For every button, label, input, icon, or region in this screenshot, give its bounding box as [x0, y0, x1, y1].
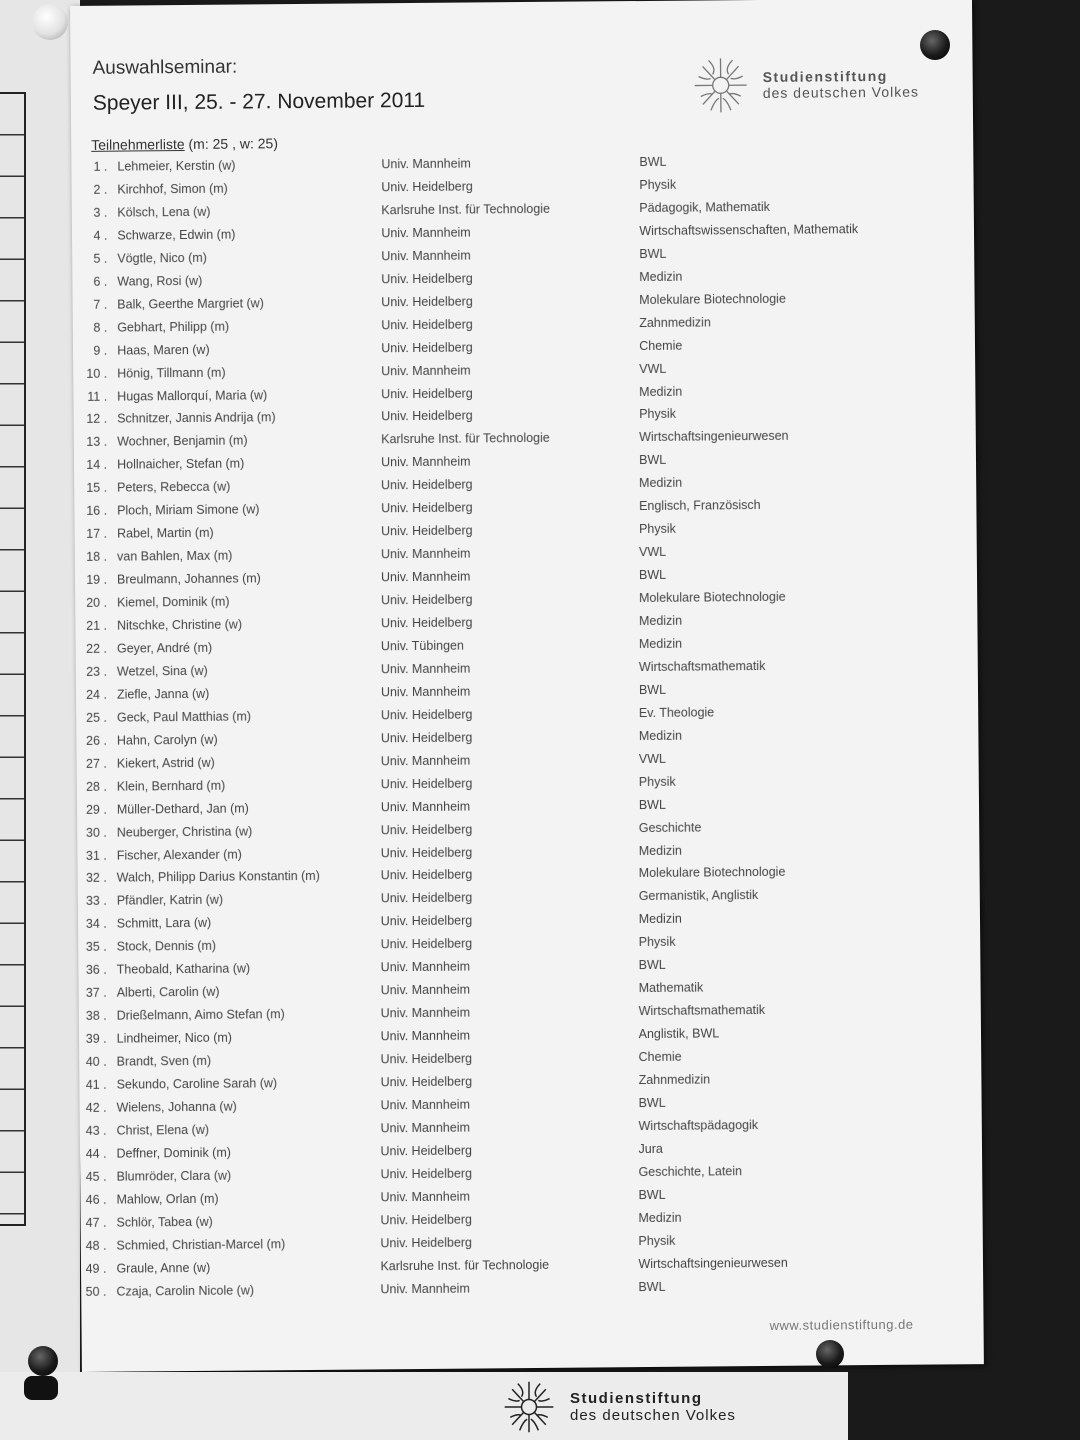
participant-university: Univ. Heidelberg — [380, 1212, 473, 1228]
participant-number: 45 . — [85, 1169, 107, 1184]
participant-list-sheet — [70, 0, 984, 1372]
participant-number: 20 . — [86, 595, 108, 610]
participant-name: Schnitzer, Jannis Andrija (m) — [117, 410, 276, 427]
participant-subject: Physik — [639, 407, 677, 422]
participant-university: Univ. Heidelberg — [381, 500, 473, 516]
participant-subject: Physik — [638, 935, 676, 950]
participant-name: Walch, Philipp Darius Konstantin (m) — [116, 869, 320, 886]
participant-name: Wielens, Johanna (w) — [116, 1099, 237, 1115]
participant-number: 21 . — [86, 618, 108, 633]
participant-name: Hahn, Carolyn (w) — [116, 732, 218, 748]
participant-name: Brandt, Sven (m) — [116, 1053, 212, 1069]
participant-subject: Molekulare Biotechnologie — [638, 865, 786, 881]
participant-university: Univ. Mannheim — [380, 546, 471, 562]
participant-subject: VWL — [638, 751, 667, 766]
participant-number: 38 . — [85, 1008, 107, 1024]
participant-number: 26 . — [85, 733, 107, 748]
participant-university: Univ. Heidelberg — [381, 477, 473, 493]
participant-university: Univ. Heidelberg — [380, 936, 473, 952]
participant-number: 16 . — [86, 503, 108, 519]
participant-number: 35 . — [85, 940, 107, 955]
participant-university: Univ. Heidelberg — [380, 776, 473, 791]
participant-number: 2 . — [93, 182, 108, 197]
participant-number: 27 . — [85, 756, 107, 771]
adjacent-table-edge — [0, 92, 26, 1226]
participant-number: 37 . — [85, 985, 107, 1001]
participant-name: Vögtle, Nico (m) — [117, 250, 207, 266]
participant-number: 39 . — [85, 1031, 107, 1046]
participant-name: Czaja, Carolin Nicole (w) — [116, 1282, 255, 1299]
logo-name-line2: des deutschen Volkes — [762, 83, 920, 101]
participant-university: Univ. Mannheim — [380, 684, 471, 700]
participant-subject: Medizin — [638, 613, 683, 629]
participant-name: Hönig, Tillmann (m) — [117, 365, 226, 381]
participant-number: 50 . — [85, 1284, 107, 1299]
participant-name: Rabel, Martin (m) — [117, 525, 214, 541]
participant-university: Univ. Mannheim — [380, 1097, 471, 1113]
participant-name: Alberti, Carolin (w) — [116, 984, 220, 1000]
participant-subject: Wirtschaftsingenieurwesen — [638, 1255, 788, 1271]
logo-footer — [500, 1378, 736, 1436]
participant-name: Peters, Rebecca (w) — [117, 479, 231, 495]
participant-subject: Wirtschaftsmathematik — [638, 658, 766, 674]
participant-university: Univ. Heidelberg — [380, 913, 473, 929]
participant-subject: Medizin — [638, 1210, 682, 1225]
participant-university: Univ. Heidelberg — [381, 523, 473, 539]
participant-name: Neuberger, Christina (w) — [116, 823, 253, 840]
white-pushpin-icon — [32, 4, 68, 40]
participant-name: Graule, Anne (w) — [116, 1260, 211, 1276]
participant-name: Balk, Geerthe Margriet (w) — [117, 296, 264, 312]
participant-subject: Medizin — [639, 269, 683, 284]
participant-university: Univ. Heidelberg — [380, 845, 473, 860]
participant-subject: BWL — [638, 567, 667, 583]
participant-university: Univ. Heidelberg — [380, 1074, 473, 1090]
participant-number: 25 . — [86, 710, 108, 725]
participant-number: 24 . — [86, 687, 108, 702]
black-pushpin-icon — [28, 1346, 58, 1376]
participant-subject: Chemie — [638, 1049, 682, 1065]
participant-number: 1 . — [93, 159, 108, 174]
foundation-emblem-icon — [690, 54, 751, 117]
participant-number: 18 . — [86, 549, 108, 565]
participant-subject: Geschichte — [638, 820, 702, 835]
participant-university: Univ. Heidelberg — [381, 340, 473, 355]
participant-subject: BWL — [638, 682, 667, 697]
logo-name-line1: Studienstiftung — [570, 1389, 703, 1407]
participant-university: Univ. Heidelberg — [380, 707, 473, 723]
participant-university: Univ. Heidelberg — [380, 1235, 473, 1250]
participant-university: Univ. Mannheim — [381, 156, 471, 172]
participant-number: 23 . — [86, 664, 108, 679]
list-subheading — [91, 135, 278, 153]
participant-subject: BWL — [638, 1187, 666, 1202]
participant-university: Univ. Mannheim — [380, 661, 471, 677]
adjacent-sheet — [0, 0, 80, 1440]
participant-number: 3 . — [93, 205, 108, 220]
participant-subject: Geschichte, Latein — [638, 1163, 743, 1179]
logo-header — [690, 53, 919, 117]
participant-number: 33 . — [85, 894, 107, 909]
participant-name: Christ, Elena (w) — [116, 1122, 210, 1138]
participant-number: 4 . — [93, 228, 108, 243]
participant-name: Haas, Maren (w) — [117, 342, 210, 358]
participant-number: 28 . — [85, 779, 107, 794]
participant-number: 19 . — [86, 572, 108, 587]
participant-name: Pfändler, Katrin (w) — [116, 893, 224, 909]
participant-number: 5 . — [93, 251, 108, 266]
participant-subject: VWL — [638, 544, 667, 560]
participant-subject: Wirtschaftspädagogik — [638, 1117, 759, 1133]
black-pushpin-icon — [816, 1340, 844, 1368]
participant-subject: Mathematik — [638, 980, 704, 996]
participant-name: Geyer, André (m) — [116, 640, 213, 656]
participant-subject: Medizin — [639, 475, 683, 491]
participant-number: 48 . — [85, 1238, 107, 1253]
foundation-emblem-icon — [500, 1378, 558, 1436]
participant-university: Univ. Heidelberg — [380, 822, 473, 837]
gender-counts: (m: 25 , w: 25) — [188, 135, 279, 152]
participant-number: 40 . — [85, 1054, 107, 1069]
participant-number: 12 . — [86, 412, 108, 427]
participant-number: 30 . — [85, 825, 107, 840]
participant-number: 6 . — [93, 274, 108, 289]
participant-subject: Physik — [638, 521, 676, 537]
participant-subject: VWL — [639, 361, 667, 376]
participant-number: 13 . — [86, 435, 108, 450]
participant-university: Univ. Heidelberg — [380, 867, 473, 883]
participant-university: Univ. Mannheim — [381, 363, 471, 378]
participant-subject: Medizin — [639, 384, 683, 399]
participant-subject: Zahnmedizin — [638, 1072, 711, 1088]
participant-subject: BWL — [639, 246, 667, 261]
participant-subject: Jura — [638, 1141, 663, 1156]
participant-subject: Germanistik, Anglistik — [638, 888, 759, 904]
participant-university: Univ. Heidelberg — [381, 271, 473, 287]
participant-number: 41 . — [85, 1077, 107, 1092]
participant-number: 17 . — [86, 526, 108, 542]
participant-name: Ploch, Miriam Simone (w) — [117, 502, 260, 518]
participant-number: 29 . — [85, 802, 107, 817]
participant-number: 10 . — [86, 366, 108, 381]
participant-university: Univ. Heidelberg — [381, 294, 473, 309]
participant-name: Breulmann, Johannes (m) — [116, 571, 261, 587]
participant-number: 14 . — [86, 458, 108, 473]
participant-name: Nitschke, Christine (w) — [116, 617, 243, 633]
participant-university: Univ. Heidelberg — [380, 890, 473, 906]
participant-university: Univ. Mannheim — [380, 753, 471, 769]
seminar-location-date: Speyer III, 25. - 27. November 2011 — [92, 88, 426, 115]
participant-name: Lindheimer, Nico (m) — [116, 1030, 233, 1046]
participant-name: Kiemel, Dominik (m) — [116, 594, 230, 610]
participant-university: Univ. Mannheim — [381, 225, 471, 241]
participant-subject: Medizin — [638, 728, 683, 743]
participant-university: Karlsruhe Inst. für Technologie — [380, 1257, 550, 1273]
participant-number: 47 . — [85, 1215, 107, 1230]
participant-name: Fischer, Alexander (m) — [116, 847, 242, 863]
participant-name: Wetzel, Sina (w) — [116, 663, 208, 679]
logo-name-line2: des deutschen Volkes — [570, 1407, 736, 1424]
participant-subject: Chemie — [639, 338, 683, 353]
participant-university: Univ. Heidelberg — [381, 317, 473, 332]
participant-name: Kirchhof, Simon (m) — [117, 181, 228, 197]
participant-university: Univ. Mannheim — [381, 248, 471, 264]
participant-subject: Ev. Theologie — [638, 705, 715, 720]
participant-subject: Wirtschaftsmathematik — [638, 1003, 766, 1019]
participant-subject: Medizin — [638, 912, 682, 927]
participant-number: 7 . — [93, 297, 108, 312]
participant-number: 15 . — [86, 480, 108, 496]
participant-university: Univ. Mannheim — [380, 799, 471, 814]
participant-subject: BWL — [638, 1279, 666, 1294]
participant-university: Univ. Heidelberg — [380, 1166, 473, 1182]
participant-university: Univ. Mannheim — [380, 569, 471, 585]
participant-name: Schmitt, Lara (w) — [116, 916, 212, 931]
seminar-title: Auswahlseminar: — [92, 56, 238, 79]
participant-name: Kiekert, Astrid (w) — [116, 755, 215, 771]
participant-name: Mahlow, Orlan (m) — [116, 1191, 219, 1207]
participant-name: Wochner, Benjamin (m) — [117, 433, 248, 449]
participant-number: 31 . — [85, 848, 107, 863]
participant-name: Gebhart, Philipp (m) — [117, 319, 230, 335]
participant-name: Deffner, Dominik (m) — [116, 1145, 231, 1161]
participant-subject: Englisch, Französisch — [639, 498, 761, 514]
participant-subject: Pädagogik, Mathematik — [639, 199, 771, 215]
participant-university: Karlsruhe Inst. für Technologie — [381, 201, 551, 218]
participant-number: 32 . — [85, 871, 107, 886]
participant-name: Müller-Dethard, Jan (m) — [116, 801, 249, 817]
participant-university: Univ. Heidelberg — [380, 592, 473, 608]
participant-subject: Molekulare Biotechnologie — [638, 589, 786, 606]
participant-subject: Physik — [638, 774, 676, 789]
participant-name: Wang, Rosi (w) — [117, 273, 203, 289]
participant-name: Geck, Paul Matthias (m) — [116, 709, 252, 725]
participant-subject: Medizin — [638, 636, 683, 651]
participant-subject: Anglistik, BWL — [638, 1026, 720, 1042]
participant-university: Univ. Heidelberg — [380, 1143, 473, 1159]
participant-subject: BWL — [638, 1095, 666, 1111]
participant-number: 43 . — [85, 1123, 107, 1138]
participant-subject: Medizin — [638, 843, 682, 858]
participant-name: Schwarze, Edwin (m) — [117, 227, 236, 243]
participant-university: Univ. Mannheim — [380, 1120, 471, 1136]
list-label: Teilnehmerliste — [91, 136, 185, 153]
participant-number: 49 . — [85, 1261, 107, 1276]
participant-name: Hollnaicher, Stefan (m) — [117, 456, 245, 472]
participant-number: 11 . — [87, 389, 108, 404]
participant-name: Ziefle, Janna (w) — [116, 686, 210, 702]
participant-subject: BWL — [638, 797, 666, 812]
participant-name: Lehmeier, Kerstin (w) — [117, 158, 236, 174]
participant-university: Univ. Heidelberg — [380, 615, 473, 631]
participant-university: Univ. Mannheim — [380, 1281, 470, 1296]
participant-number: 46 . — [85, 1192, 107, 1207]
participant-university: Univ. Heidelberg — [380, 1051, 473, 1067]
participant-number: 36 . — [85, 962, 107, 978]
participant-university: Univ. Mannheim — [380, 959, 471, 975]
website-url: www.studienstiftung.de — [769, 1316, 914, 1333]
participant-number: 34 . — [85, 917, 107, 932]
participant-subject: BWL — [638, 958, 666, 973]
participant-name: Theobald, Katharina (w) — [116, 961, 251, 977]
participant-name: Schmied, Christian-Marcel (m) — [116, 1236, 286, 1253]
pushpin-shadow — [24, 1376, 58, 1400]
participant-name: Schlör, Tabea (w) — [116, 1214, 213, 1230]
participant-name: Sekundo, Caroline Sarah (w) — [116, 1076, 278, 1092]
participant-name: Drießelmann, Aimo Stefan (m) — [116, 1007, 285, 1023]
participant-university: Univ. Heidelberg — [380, 730, 473, 746]
participant-university: Karlsruhe Inst. für Technologie — [381, 431, 550, 447]
logo-name-line1: Studienstiftung — [762, 67, 888, 85]
participant-name: Klein, Bernhard (m) — [116, 778, 226, 794]
participant-subject: BWL — [639, 154, 667, 170]
participant-number: 44 . — [85, 1146, 107, 1161]
participant-number: 42 . — [85, 1100, 107, 1115]
participant-university: Univ. Heidelberg — [381, 386, 473, 401]
participant-subject: Physik — [639, 177, 677, 192]
participant-subject: BWL — [639, 453, 667, 468]
participant-university: Univ. Heidelberg — [381, 179, 473, 195]
participant-subject: Zahnmedizin — [639, 315, 711, 330]
participant-university: Univ. Mannheim — [381, 454, 471, 470]
participant-name: Hugas Mallorquí, Maria (w) — [117, 387, 268, 404]
participant-name: Kölsch, Lena (w) — [117, 204, 211, 220]
participant-name: van Bahlen, Max (m) — [116, 548, 233, 564]
participant-university: Univ. Mannheim — [380, 1028, 471, 1044]
participant-university: Univ. Tübingen — [380, 638, 464, 654]
participant-name: Stock, Dennis (m) — [116, 939, 217, 954]
participant-subject: Molekulare Biotechnologie — [639, 291, 786, 307]
participant-number: 22 . — [86, 641, 108, 656]
participant-name: Blumröder, Clara (w) — [116, 1168, 232, 1184]
participant-number: 9 . — [93, 343, 108, 358]
participant-university: Univ. Heidelberg — [381, 408, 473, 424]
participant-subject: Wirtschaftswissenschaften, Mathematik — [639, 221, 859, 238]
participant-university: Univ. Mannheim — [380, 1005, 471, 1021]
participant-university: Univ. Mannheim — [380, 1189, 470, 1205]
participant-table — [71, 152, 973, 1299]
participant-subject: Physik — [638, 1233, 676, 1248]
participant-number: 8 . — [93, 320, 108, 335]
black-pushpin-icon — [920, 30, 950, 60]
participant-subject: Wirtschaftsingenieurwesen — [639, 429, 789, 445]
participant-university: Univ. Mannheim — [380, 982, 471, 998]
